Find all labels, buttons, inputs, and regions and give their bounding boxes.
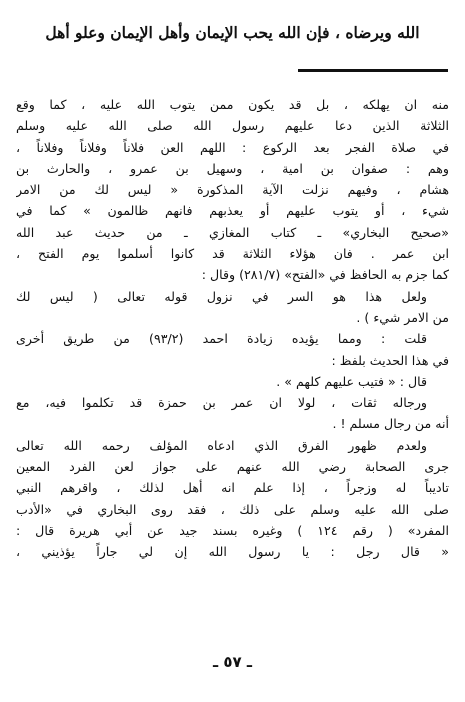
body-line: «صحيح البخاري» ـ كتاب المغازي ـ من حديث عبد الله <box>16 224 449 240</box>
body-line: وهم : صفوان بن امية ، وسهيل بن عمرو ، والحارث بن <box>16 160 449 176</box>
body-line: ولعل هذا هو السر في نزول قوله تعالى ( ليس لك <box>16 288 427 304</box>
header-rule <box>298 69 448 72</box>
body-line: جرى الصحابة رضي الله عنهم على جواز لعن الفرد المعين <box>16 459 449 475</box>
body-line: المفرد» ( رقم ١٢٤ ) وغيره بسند جيد عن أبي هريرة قال : <box>16 522 449 538</box>
body-line: كما جزم به الحافظ في «الفتح» (٢٨١/٧) وقال : <box>201 267 449 283</box>
body-line: قال : « فتيب عليهم كلهم » . <box>276 373 427 389</box>
body-line: ورجاله ثقات ، لولا ان عمر بن حمزة قد تكلموا فيه، مع <box>16 395 427 411</box>
body-line: شيء ، أو يتوب عليهم أو يعذبهم فانهم ظالمون » كما في <box>16 203 449 219</box>
body-line: ولعدم ظهور الفرق الذي ادعاه المؤلف رحمه الله تعالى <box>16 437 427 453</box>
body-line: أنه من رجال مسلم ! . <box>332 416 449 432</box>
body-line: « قال رجل : يا رسول الله إن لي جاراً يؤذيني ، <box>16 544 449 560</box>
page-body <box>16 94 449 563</box>
body-line: منه ان يهلكه ، بل قد يكون ممن يتوب الله عليه ، كما وقع <box>16 97 449 112</box>
body-line: الثلاثة الذين دعا عليهم رسول الله صلى الله عليه وسلم <box>16 118 449 134</box>
body-line: تاديباً له وزجراً ، إذا علم انه أهل لذلك ، واقرهم النبي <box>16 480 449 496</box>
body-line: في هذا الحديث بلفظ : <box>331 352 449 368</box>
running-header: الله ويرضاه ، فإن الله يحب الإيمان وأهل الإيمان وعلو أهل <box>45 23 420 42</box>
body-line: في صلاة الفجر بعد الركوع : اللهم العن فلاناً وفلاناً وفلاناً ، <box>16 139 449 155</box>
body-line: هشام ، وفيهم نزلت الآية المذكورة « ليس لك من الامر <box>16 182 449 198</box>
body-line: قلت : ومما يؤيده زيادة احمد (٩٣/٢) من طريق أخرى <box>16 331 427 347</box>
body-line: ابن عمر . فان هؤلاء الثلاثة قد كانوا أسلموا يوم الفتح ، <box>16 246 449 262</box>
body-line: صلى الله عليه وسلم على ذلك ، فقد روى البخاري في «الأدب <box>16 501 449 517</box>
page-number: ـ ٥٧ ـ <box>212 653 253 671</box>
body-line: من الامر شيء ) . <box>356 309 449 325</box>
